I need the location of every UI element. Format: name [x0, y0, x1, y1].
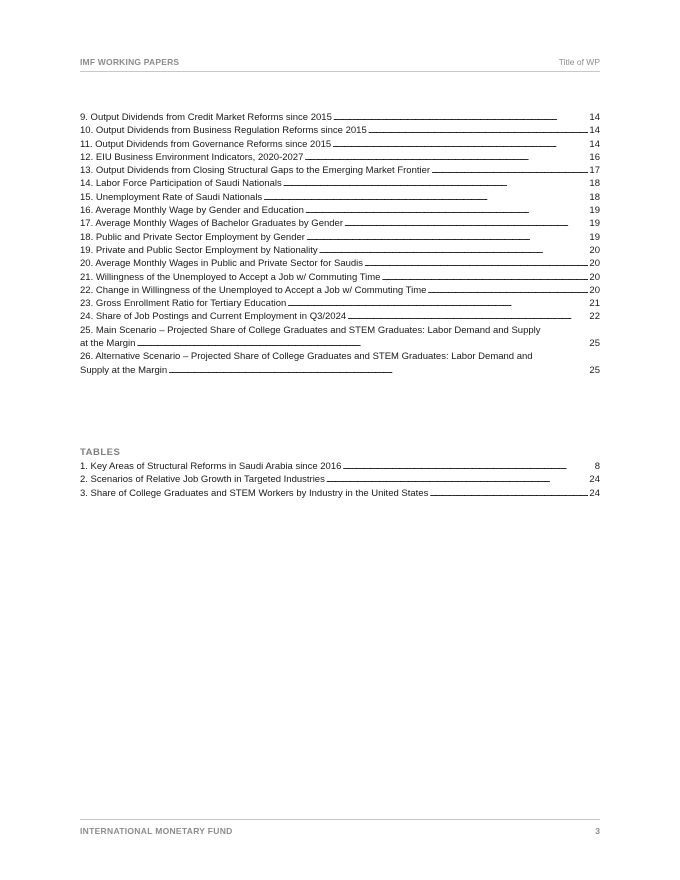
page-footer — [80, 819, 600, 838]
header-paper-title: Title of WP — [558, 57, 600, 67]
toc-entry[interactable]: 12. EIU Business Environment Indicators, 2020-2027 . . . 16 — [80, 151, 600, 164]
toc-entry[interactable]: 19. Private and Public Sector Employment by Nationality . . . 20 — [80, 244, 600, 257]
toc-entry[interactable]: 13. Output Dividends from Closing Structural Gaps to the Emerging Market Frontier . . . 17 — [80, 164, 600, 177]
toc-entry[interactable]: 9. Output Dividends from Credit Market Reforms since 2015 . . . 14 — [80, 111, 600, 124]
page-number: 3 — [595, 826, 600, 836]
toc-entry[interactable]: 2. Scenarios of Relative Job Growth in Targeted Industries . . . 24 — [80, 473, 600, 486]
toc-entry[interactable]: 26. Alternative Scenario – Projected Share of College Graduates and STEM Graduates: Labor Demand and Supply at the Margin . . . 25 — [80, 350, 600, 377]
toc-entry[interactable]: 16. Average Monthly Wage by Gender and Education . . . 19 — [80, 204, 600, 217]
toc-entry[interactable]: 1. Key Areas of Structural Reforms in Saudi Arabia since 2016 . . . 8 — [80, 460, 600, 473]
toc-entry[interactable]: 15. Unemployment Rate of Saudi Nationals . . . 18 — [80, 191, 600, 204]
tables-heading: TABLES — [80, 447, 121, 458]
toc-entry[interactable]: 21. Willingness of the Unemployed to Accept a Job w/ Commuting Time . . . 20 — [80, 271, 600, 284]
toc-entry[interactable]: 25. Main Scenario – Projected Share of College Graduates and STEM Graduates: Labor Demand and Supply at the Margin . . . 25 — [80, 324, 600, 351]
page-header — [80, 55, 600, 72]
toc-entry[interactable]: 24. Share of Job Postings and Current Employment in Q3/2024 . . . 22 — [80, 310, 600, 323]
toc-entry[interactable]: 14. Labor Force Participation of Saudi Nationals . . . 18 — [80, 177, 600, 190]
toc-entry[interactable]: 11. Output Dividends from Governance Reforms since 2015 . . . 14 — [80, 138, 600, 151]
toc-entry[interactable]: 22. Change in Willingness of the Unemployed to Accept a Job w/ Commuting Time . . . 20 — [80, 284, 600, 297]
toc-entry[interactable]: 17. Average Monthly Wages of Bachelor Graduates by Gender . . . 19 — [80, 217, 600, 230]
toc-entry[interactable]: 20. Average Monthly Wages in Public and Private Sector for Saudis . . . 20 — [80, 257, 600, 270]
figures-list — [80, 111, 600, 377]
footer-organization: INTERNATIONAL MONETARY FUND — [80, 826, 233, 836]
toc-entry[interactable]: 18. Public and Private Sector Employment by Gender . . . 19 — [80, 231, 600, 244]
toc-entry[interactable]: 3. Share of College Graduates and STEM Workers by Industry in the United States . . . 24 — [80, 487, 600, 500]
toc-entry[interactable]: 10. Output Dividends from Business Regulation Reforms since 2015 . . . 14 — [80, 124, 600, 137]
toc-entry[interactable]: 23. Gross Enrollment Ratio for Tertiary Education . . . 21 — [80, 297, 600, 310]
header-series-title: IMF WORKING PAPERS — [80, 57, 180, 67]
tables-list — [80, 460, 600, 500]
